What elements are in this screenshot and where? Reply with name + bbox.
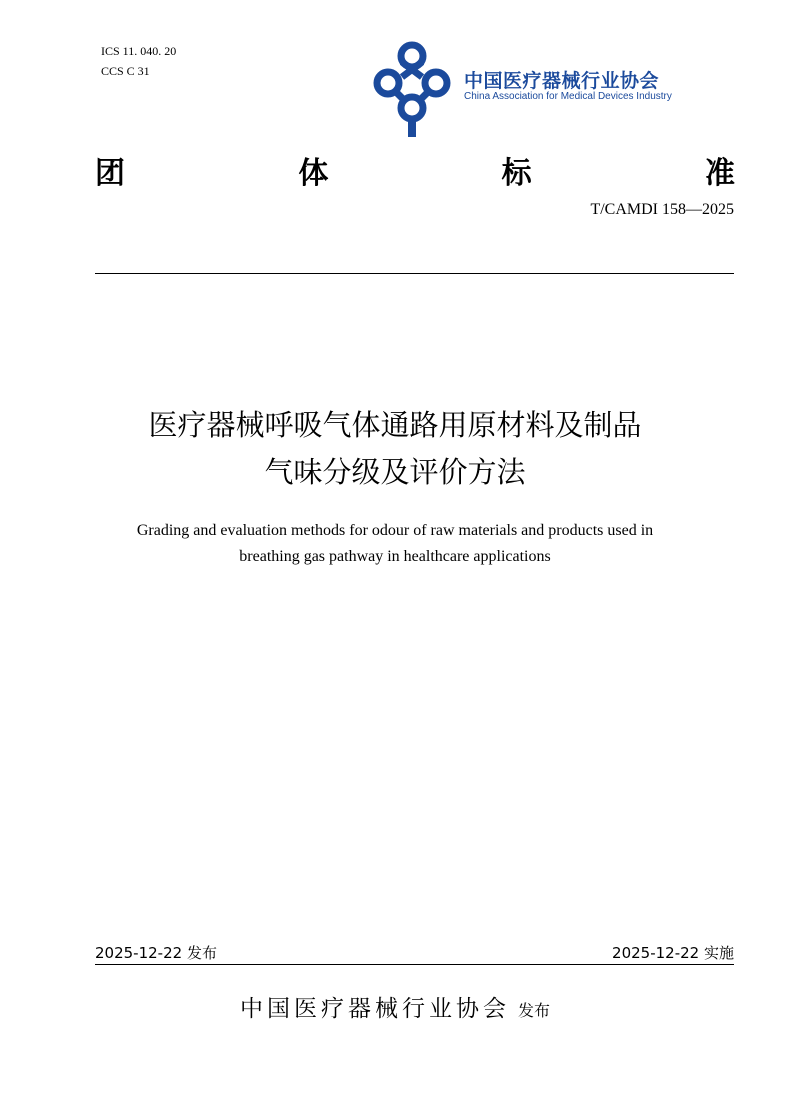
standard-type-heading: [95, 148, 735, 192]
standard-type-char: 准: [704, 156, 735, 191]
standard-type-char: 团: [95, 156, 125, 191]
publisher-line: [0, 990, 790, 1023]
bottom-divider: [95, 964, 734, 965]
publisher-name: 中国医疗器械行业协会: [239, 996, 510, 1022]
publisher-issued-label: 发布: [517, 1001, 550, 1020]
title-cn: [40, 402, 750, 496]
standard-type-char: 标: [501, 156, 532, 191]
classification-codes: [101, 41, 176, 81]
association-knot-logo-icon: [372, 40, 452, 140]
issue-date: 2025-12-22 发布: [95, 944, 217, 962]
top-divider: [95, 273, 734, 274]
ccs-code: CCS C 31: [101, 64, 150, 78]
implementation-date: 2025-12-22 实施: [612, 944, 734, 962]
title-en: [40, 518, 750, 570]
standard-code: T/CAMDI 158—2025: [590, 201, 734, 218]
association-name-en: China Association for Medical Devices Industry: [464, 91, 672, 102]
title-cn-line-2: 气味分级及评价方法: [264, 455, 526, 489]
title-en-line-1: Grading and evaluation methods for odour of raw materials and products used in: [136, 522, 654, 539]
ics-code: ICS 11. 040. 20: [101, 44, 177, 58]
title-en-line-2: breathing gas pathway in healthcare applications: [239, 548, 551, 565]
title-cn-line-1: 医疗器械呼吸气体通路用原材料及制品: [148, 408, 642, 442]
standard-type-char: 体: [298, 156, 329, 191]
association-name-cn: 中国医疗器械行业协会: [464, 70, 660, 92]
